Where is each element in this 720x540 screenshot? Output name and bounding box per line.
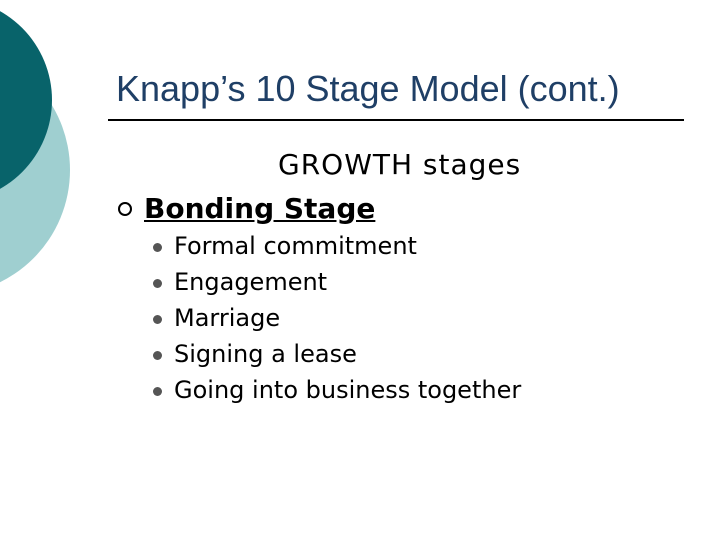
subheading: GROWTH stages (278, 148, 522, 181)
bullet-dot-icon (153, 387, 162, 396)
bullet-dot-icon (153, 279, 162, 288)
bullet-dot-icon (153, 243, 162, 252)
title-divider (108, 119, 684, 121)
bullet-dot-icon (153, 351, 162, 360)
hollow-bullet-icon (118, 202, 132, 216)
decorative-circles (0, 0, 120, 300)
slide-title: Knapp’s 10 Stage Model (cont.) (116, 68, 620, 109)
bullet-dot-icon (153, 315, 162, 324)
main-bullet-text: Bonding Stage (144, 192, 376, 225)
